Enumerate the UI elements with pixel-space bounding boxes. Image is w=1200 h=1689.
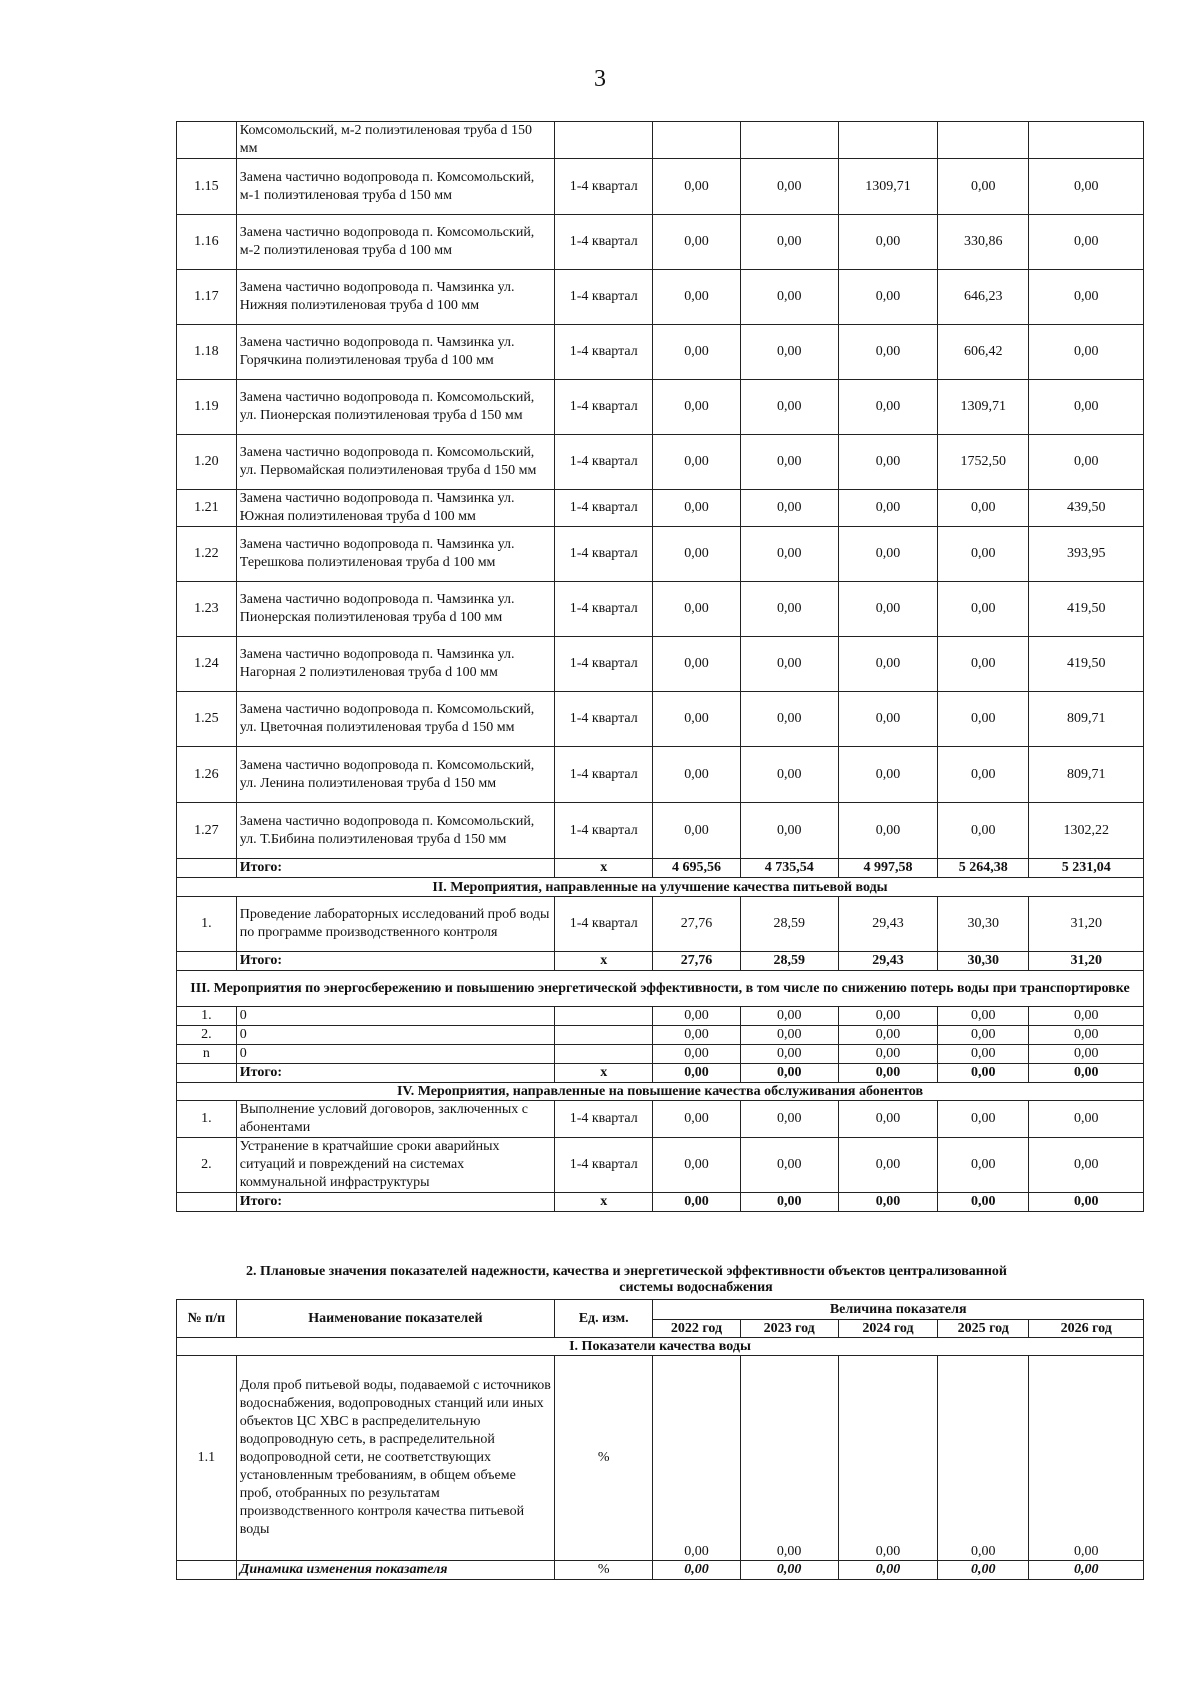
value-cell: 0,00 [938,1138,1029,1193]
row-number [177,952,237,971]
value-cell: 0,00 [938,803,1029,859]
value-cell: 330,86 [938,215,1029,270]
value-cell: 0,00 [838,490,937,527]
value-cell: 0,00 [1029,270,1144,325]
value-cell: 0,00 [653,1356,740,1561]
value-cell: 0,00 [938,582,1029,637]
value-cell: 0,00 [1029,1101,1144,1138]
value-cell: 1302,22 [1029,803,1144,859]
total-value: 0,00 [740,1064,838,1083]
row-unit: % [555,1356,653,1561]
value-cell: 646,23 [938,270,1029,325]
header-unit: Ед. изм. [555,1300,653,1338]
total-label: Итого: [236,1193,554,1212]
total-value: 0,00 [740,1193,838,1212]
row-number: 1.27 [177,803,237,859]
value-cell: 0,00 [653,1045,740,1064]
table-row-continued [177,122,1144,159]
value-cell: 0,00 [740,1138,838,1193]
total-value: 4 695,56 [653,859,740,878]
table2-title: 2. Плановые значения показателей надежности, качества и энергетической эффективности объектов централизованной системы водоснабжения [246,1264,1007,1295]
header-year: 2022 год [653,1320,740,1338]
row-number: 2. [177,1138,237,1193]
row-description: Замена частично водопровода п. Чамзинка ул. Нижняя полиэтиленовая труба d 100 мм [236,270,554,325]
row-number: 1.16 [177,215,237,270]
row-description: Замена частично водопровода п. Комсомольский, м-2 полиэтиленовая труба d 100 мм [236,215,554,270]
total-value: 30,30 [938,952,1029,971]
row-number: 1.23 [177,582,237,637]
value-cell: 0,00 [1029,435,1144,490]
row-period: 1-4 квартал [555,803,653,859]
row-number [177,122,237,159]
row-period: 1-4 квартал [555,215,653,270]
row-period: 1-4 квартал [555,1101,653,1138]
value-cell: 0,00 [838,747,937,803]
value-cell: 0,00 [740,325,838,380]
row-description: Доля проб питьевой воды, подаваемой с источников водоснабжения, водопроводных станций или иных объектов ЦС ХВС в распределительную водопроводную сеть, в распределительной водопроводной сети, не соответствующих установленным требованиям, в общем объеме проб, отобранных по результатам производственного контроля качества питьевой воды [236,1356,554,1561]
value-cell: 0,00 [653,692,740,747]
value-cell [938,122,1029,159]
row-description: 0 [236,1026,554,1045]
header-year: 2023 год [740,1320,838,1338]
table-row [177,490,1144,527]
value-cell: 0,00 [838,1026,937,1045]
row-number [177,1064,237,1083]
header-name: Наименование показателей [236,1300,554,1338]
row-description: Замена частично водопровода п. Чамзинка ул. Нагорная 2 полиэтиленовая труба d 100 мм [236,637,554,692]
value-cell: 0,00 [838,1101,937,1138]
table-row [177,1356,1144,1561]
value-cell [653,122,740,159]
value-cell: 0,00 [838,527,937,582]
value-cell: 0,00 [740,582,838,637]
value-cell [740,122,838,159]
total-x: x [555,1064,653,1083]
total-row [177,859,1144,878]
value-cell: 29,43 [838,897,937,952]
value-cell: 0,00 [938,637,1029,692]
value-cell: 0,00 [740,270,838,325]
value-cell: 419,50 [1029,582,1144,637]
value-cell: 419,50 [1029,637,1144,692]
row-number: 1.26 [177,747,237,803]
row-period: 1-4 квартал [555,897,653,952]
value-cell [555,122,653,159]
row-number: 1. [177,1101,237,1138]
value-cell: 0,00 [938,747,1029,803]
total-value: 4 997,58 [838,859,937,878]
row-number: 1.25 [177,692,237,747]
total-value: 5 231,04 [1029,859,1144,878]
row-number: 1.1 [177,1356,237,1561]
row-number: 1.20 [177,435,237,490]
value-cell: 0,00 [1029,1026,1144,1045]
row-description: Выполнение условий договоров, заключенных с абонентами [236,1101,554,1138]
row-number: 1.19 [177,380,237,435]
total-value: 0,00 [653,1193,740,1212]
value-cell: 809,71 [1029,692,1144,747]
value-cell: 0,00 [938,1101,1029,1138]
total-value: 0,00 [653,1064,740,1083]
value-cell: 0,00 [740,435,838,490]
dynamics-unit: % [555,1561,653,1580]
value-cell: 0,00 [740,637,838,692]
table-row [177,1045,1144,1064]
section-3-header [177,971,1144,1007]
table-row [177,159,1144,215]
value-cell: 0,00 [838,215,937,270]
value-cell: 0,00 [838,435,937,490]
value-cell: 1309,71 [838,159,937,215]
value-cell: 0,00 [653,803,740,859]
value-cell: 0,00 [938,1356,1029,1561]
value-cell: 30,30 [938,897,1029,952]
total-row [177,952,1144,971]
value-cell: 0,00 [838,1007,937,1026]
row-description: Замена частично водопровода п. Комсомольский, ул. Т.Бибина полиэтиленовая труба d 150 мм [236,803,554,859]
total-value: 31,20 [1029,952,1144,971]
value-cell: 0,00 [838,1138,937,1193]
total-value: 0,00 [938,1193,1029,1212]
dynamics-label: Динамика изменения показателя [236,1561,554,1580]
row-number: 1.15 [177,159,237,215]
value-cell: 0,00 [740,527,838,582]
value-cell: 0,00 [740,692,838,747]
row-period: 1-4 квартал [555,637,653,692]
row-period: 1-4 квартал [555,380,653,435]
section-4-header [177,1083,1144,1101]
value-cell: 0,00 [1029,1138,1144,1193]
table-row [177,897,1144,952]
table-row [177,1007,1144,1026]
value-cell [838,122,937,159]
row-period: 1-4 квартал [555,325,653,380]
row-number: 1.17 [177,270,237,325]
total-row [177,1193,1144,1212]
row-number [177,1561,237,1580]
total-value: 4 735,54 [740,859,838,878]
table-row [177,803,1144,859]
value-cell: 0,00 [838,325,937,380]
value-cell: 0,00 [740,803,838,859]
value-cell: 0,00 [740,1356,838,1561]
value-cell: 0,00 [653,215,740,270]
value-cell: 0,00 [740,380,838,435]
row-period: 1-4 квартал [555,527,653,582]
value-cell: 0,00 [653,1101,740,1138]
value-cell: 0,00 [1029,1045,1144,1064]
row-period [555,1026,653,1045]
header-year: 2025 год [938,1320,1029,1338]
value-cell: 0,00 [653,435,740,490]
table-row [177,582,1144,637]
row-description: Замена частично водопровода п. Чамзинка ул. Пионерская полиэтиленовая труба d 100 мм [236,582,554,637]
value-cell: 0,00 [838,582,937,637]
section-title: I. Показатели качества воды [177,1338,1144,1356]
section-2-header [177,878,1144,897]
header-number: № п/п [177,1300,237,1338]
row-number: 1.22 [177,527,237,582]
table-row [177,747,1144,803]
value-cell: 0,00 [653,1026,740,1045]
value-cell: 0,00 [740,159,838,215]
value-cell: 0,00 [838,692,937,747]
measures-table [176,121,1144,1212]
value-cell: 0,00 [653,747,740,803]
header-value: Величина показателя [653,1300,1144,1320]
value-cell: 0,00 [938,490,1029,527]
dynamics-value: 0,00 [1029,1561,1144,1580]
total-value: 0,00 [1029,1064,1144,1083]
value-cell: 0,00 [838,1045,937,1064]
row-number: 1. [177,897,237,952]
value-cell: 0,00 [838,637,937,692]
row-description: Замена частично водопровода п. Комсомольский, ул. Пионерская полиэтиленовая труба d 150 мм [236,380,554,435]
value-cell: 0,00 [1029,215,1144,270]
total-value: 28,59 [740,952,838,971]
value-cell: 0,00 [838,1356,937,1561]
row-description: Проведение лабораторных исследований проб воды по программе производственного контроля [236,897,554,952]
table-row [177,637,1144,692]
total-x: x [555,859,653,878]
table-row [177,527,1144,582]
value-cell: 31,20 [1029,897,1144,952]
value-cell: 0,00 [838,270,937,325]
row-number [177,1193,237,1212]
table-row [177,1026,1144,1045]
total-label: Итого: [236,859,554,878]
value-cell: 0,00 [1029,380,1144,435]
total-value: 0,00 [838,1193,937,1212]
total-value: 27,76 [653,952,740,971]
header-year: 2026 год [1029,1320,1144,1338]
value-cell: 0,00 [838,803,937,859]
value-cell: 0,00 [653,1138,740,1193]
row-period: 1-4 квартал [555,747,653,803]
value-cell: 0,00 [653,637,740,692]
section-title: III. Мероприятия по энергосбережению и повышению энергетической эффективности, в том числе по снижению потерь воды при транспортировке [177,971,1144,1007]
value-cell: 439,50 [1029,490,1144,527]
total-value: 0,00 [838,1064,937,1083]
section-1-header [177,1338,1144,1356]
dynamics-value: 0,00 [938,1561,1029,1580]
row-description: Комсомольский, м-2 полиэтиленовая труба d 150 мм [236,122,554,159]
row-description: Замена частично водопровода п. Комсомольский, ул. Цветочная полиэтиленовая труба d 150 мм [236,692,554,747]
value-cell: 0,00 [653,1007,740,1026]
row-period: 1-4 квартал [555,1138,653,1193]
row-period: 1-4 квартал [555,582,653,637]
table-row [177,270,1144,325]
value-cell: 393,95 [1029,527,1144,582]
row-period: 1-4 квартал [555,692,653,747]
row-description: 0 [236,1045,554,1064]
row-number: 1.18 [177,325,237,380]
value-cell: 809,71 [1029,747,1144,803]
value-cell: 0,00 [938,527,1029,582]
value-cell: 0,00 [740,490,838,527]
value-cell: 0,00 [653,582,740,637]
total-label: Итого: [236,952,554,971]
table-row [177,380,1144,435]
dynamics-value: 0,00 [740,1561,838,1580]
value-cell: 0,00 [740,215,838,270]
row-period [555,1007,653,1026]
value-cell: 0,00 [938,159,1029,215]
value-cell: 0,00 [740,1045,838,1064]
total-value: 0,00 [938,1064,1029,1083]
row-number: 2. [177,1026,237,1045]
value-cell [1029,122,1144,159]
table-row [177,215,1144,270]
total-x: x [555,952,653,971]
row-number: 1.21 [177,490,237,527]
value-cell: 0,00 [838,380,937,435]
value-cell: 0,00 [653,270,740,325]
dynamics-row [177,1561,1144,1580]
row-period [555,1045,653,1064]
total-value: 5 264,38 [938,859,1029,878]
row-description: 0 [236,1007,554,1026]
value-cell: 0,00 [740,1007,838,1026]
value-cell: 1309,71 [938,380,1029,435]
row-description: Устранение в кратчайшие сроки аварийных ситуаций и повреждений на системах коммунальной инфраструктуры [236,1138,554,1193]
value-cell: 606,42 [938,325,1029,380]
table-row [177,692,1144,747]
row-description: Замена частично водопровода п. Комсомольский, ул. Первомайская полиэтиленовая труба d 150 мм [236,435,554,490]
dynamics-value: 0,00 [653,1561,740,1580]
row-description: Замена частично водопровода п. Комсомольский, м-1 полиэтиленовая труба d 150 мм [236,159,554,215]
header-year: 2024 год [838,1320,937,1338]
indicators-table [176,1299,1144,1580]
table-row [177,435,1144,490]
value-cell: 0,00 [1029,325,1144,380]
table-row [177,1138,1144,1193]
row-period: 1-4 квартал [555,490,653,527]
value-cell: 0,00 [740,747,838,803]
row-number: n [177,1045,237,1064]
value-cell: 0,00 [653,159,740,215]
table-row [177,1101,1144,1138]
row-description: Замена частично водопровода п. Чамзинка ул. Горячкина полиэтиленовая труба d 100 мм [236,325,554,380]
value-cell: 0,00 [1029,1356,1144,1561]
row-period: 1-4 квартал [555,159,653,215]
value-cell: 28,59 [740,897,838,952]
header-row [177,1300,1144,1320]
value-cell: 0,00 [740,1101,838,1138]
value-cell: 0,00 [1029,1007,1144,1026]
value-cell: 0,00 [740,1026,838,1045]
row-description: Замена частично водопровода п. Чамзинка ул. Южная полиэтиленовая труба d 100 мм [236,490,554,527]
value-cell: 27,76 [653,897,740,952]
section-title: II. Мероприятия, направленные на улучшение качества питьевой воды [177,878,1144,897]
value-cell: 1752,50 [938,435,1029,490]
value-cell: 0,00 [1029,159,1144,215]
value-cell: 0,00 [653,490,740,527]
total-label: Итого: [236,1064,554,1083]
table-row [177,325,1144,380]
row-number: 1.24 [177,637,237,692]
value-cell: 0,00 [938,1007,1029,1026]
section-title: IV. Мероприятия, направленные на повышение качества обслуживания абонентов [177,1083,1144,1101]
row-number: 1. [177,1007,237,1026]
value-cell: 0,00 [653,527,740,582]
page-number: 3 [594,66,606,92]
row-description: Замена частично водопровода п. Чамзинка ул. Терешкова полиэтиленовая труба d 100 мм [236,527,554,582]
total-value: 0,00 [1029,1193,1144,1212]
row-description: Замена частично водопровода п. Комсомольский, ул. Ленина полиэтиленовая труба d 150 мм [236,747,554,803]
total-row [177,1064,1144,1083]
value-cell: 0,00 [938,692,1029,747]
row-period: 1-4 квартал [555,270,653,325]
value-cell: 0,00 [653,325,740,380]
row-period: 1-4 квартал [555,435,653,490]
dynamics-value: 0,00 [838,1561,937,1580]
row-number [177,859,237,878]
value-cell: 0,00 [938,1026,1029,1045]
value-cell: 0,00 [938,1045,1029,1064]
total-x: x [555,1193,653,1212]
value-cell: 0,00 [653,380,740,435]
total-value: 29,43 [838,952,937,971]
